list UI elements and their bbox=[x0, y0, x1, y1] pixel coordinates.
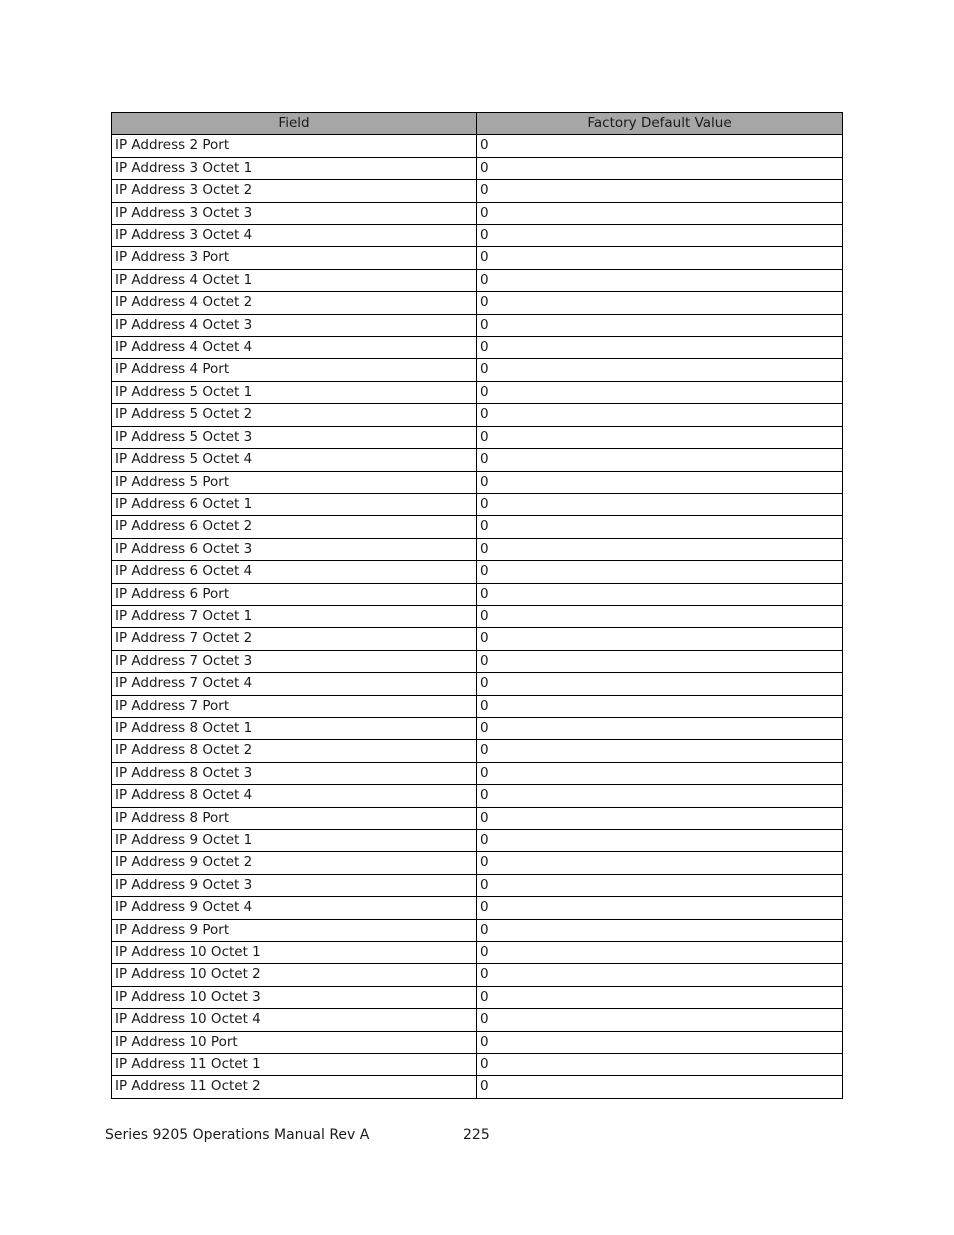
table-row bbox=[112, 269, 843, 291]
default-value-cell: 0 bbox=[477, 628, 843, 650]
table-row bbox=[112, 695, 843, 717]
default-value-cell: 0 bbox=[477, 135, 843, 157]
table-row bbox=[112, 292, 843, 314]
table-row bbox=[112, 516, 843, 538]
field-cell: IP Address 4 Octet 4 bbox=[112, 337, 477, 359]
default-value-cell: 0 bbox=[477, 493, 843, 515]
field-cell: IP Address 5 Octet 3 bbox=[112, 426, 477, 448]
default-value-cell: 0 bbox=[477, 852, 843, 874]
field-cell: IP Address 10 Port bbox=[112, 1031, 477, 1053]
column-header-default-value: Factory Default Value bbox=[477, 113, 843, 135]
table-row bbox=[112, 1009, 843, 1031]
default-value-cell: 0 bbox=[477, 1031, 843, 1053]
table-row bbox=[112, 717, 843, 739]
default-value-cell: 0 bbox=[477, 337, 843, 359]
field-cell: IP Address 10 Octet 3 bbox=[112, 986, 477, 1008]
field-cell: IP Address 10 Octet 2 bbox=[112, 964, 477, 986]
field-cell: IP Address 3 Octet 4 bbox=[112, 225, 477, 247]
field-cell: IP Address 7 Octet 3 bbox=[112, 650, 477, 672]
field-cell: IP Address 11 Octet 2 bbox=[112, 1076, 477, 1098]
table-row bbox=[112, 449, 843, 471]
table-row bbox=[112, 426, 843, 448]
field-cell: IP Address 9 Octet 1 bbox=[112, 830, 477, 852]
table-row bbox=[112, 583, 843, 605]
default-value-cell: 0 bbox=[477, 202, 843, 224]
field-cell: IP Address 11 Octet 1 bbox=[112, 1054, 477, 1076]
field-cell: IP Address 7 Port bbox=[112, 695, 477, 717]
default-value-cell: 0 bbox=[477, 807, 843, 829]
table-row bbox=[112, 538, 843, 560]
field-cell: IP Address 6 Octet 4 bbox=[112, 561, 477, 583]
default-value-cell: 0 bbox=[477, 1054, 843, 1076]
default-value-cell: 0 bbox=[477, 717, 843, 739]
field-cell: IP Address 9 Port bbox=[112, 919, 477, 941]
default-value-cell: 0 bbox=[477, 919, 843, 941]
field-cell: IP Address 3 Octet 1 bbox=[112, 157, 477, 179]
field-cell: IP Address 4 Octet 1 bbox=[112, 269, 477, 291]
field-cell: IP Address 5 Port bbox=[112, 471, 477, 493]
field-cell: IP Address 6 Octet 1 bbox=[112, 493, 477, 515]
table-row bbox=[112, 157, 843, 179]
default-value-cell: 0 bbox=[477, 180, 843, 202]
footer-page-number: 225 bbox=[463, 1127, 490, 1143]
default-value-cell: 0 bbox=[477, 404, 843, 426]
column-header-field: Field bbox=[112, 113, 477, 135]
table-row bbox=[112, 202, 843, 224]
field-cell: IP Address 10 Octet 1 bbox=[112, 942, 477, 964]
table-header-row bbox=[112, 113, 843, 135]
default-value-cell: 0 bbox=[477, 740, 843, 762]
default-value-cell: 0 bbox=[477, 695, 843, 717]
table-row bbox=[112, 493, 843, 515]
default-value-cell: 0 bbox=[477, 247, 843, 269]
table-row bbox=[112, 942, 843, 964]
table-row bbox=[112, 225, 843, 247]
field-cell: IP Address 6 Port bbox=[112, 583, 477, 605]
default-value-cell: 0 bbox=[477, 964, 843, 986]
field-cell: IP Address 5 Octet 4 bbox=[112, 449, 477, 471]
table-row bbox=[112, 247, 843, 269]
field-cell: IP Address 8 Octet 2 bbox=[112, 740, 477, 762]
default-value-cell: 0 bbox=[477, 225, 843, 247]
default-value-cell: 0 bbox=[477, 449, 843, 471]
default-value-cell: 0 bbox=[477, 942, 843, 964]
field-cell: IP Address 4 Octet 2 bbox=[112, 292, 477, 314]
table-row bbox=[112, 964, 843, 986]
table-row bbox=[112, 1076, 843, 1098]
field-cell: IP Address 4 Octet 3 bbox=[112, 314, 477, 336]
default-value-cell: 0 bbox=[477, 359, 843, 381]
field-cell: IP Address 8 Octet 1 bbox=[112, 717, 477, 739]
table-row bbox=[112, 180, 843, 202]
field-cell: IP Address 7 Octet 2 bbox=[112, 628, 477, 650]
factory-defaults-table bbox=[111, 112, 843, 1099]
table-row bbox=[112, 1031, 843, 1053]
default-value-cell: 0 bbox=[477, 538, 843, 560]
table-body bbox=[112, 135, 843, 1098]
default-value-cell: 0 bbox=[477, 650, 843, 672]
table-row bbox=[112, 404, 843, 426]
table-row bbox=[112, 807, 843, 829]
default-value-cell: 0 bbox=[477, 830, 843, 852]
table-row bbox=[112, 762, 843, 784]
field-cell: IP Address 5 Octet 2 bbox=[112, 404, 477, 426]
default-value-cell: 0 bbox=[477, 986, 843, 1008]
default-value-cell: 0 bbox=[477, 292, 843, 314]
table-row bbox=[112, 314, 843, 336]
table-row bbox=[112, 874, 843, 896]
table-row bbox=[112, 1054, 843, 1076]
default-value-cell: 0 bbox=[477, 269, 843, 291]
table-row bbox=[112, 919, 843, 941]
field-cell: IP Address 7 Octet 4 bbox=[112, 673, 477, 695]
field-cell: IP Address 3 Octet 3 bbox=[112, 202, 477, 224]
table-row bbox=[112, 337, 843, 359]
field-cell: IP Address 8 Octet 4 bbox=[112, 785, 477, 807]
field-cell: IP Address 5 Octet 1 bbox=[112, 381, 477, 403]
default-value-cell: 0 bbox=[477, 897, 843, 919]
default-value-cell: 0 bbox=[477, 516, 843, 538]
default-value-cell: 0 bbox=[477, 157, 843, 179]
default-value-cell: 0 bbox=[477, 874, 843, 896]
table-row bbox=[112, 986, 843, 1008]
default-value-cell: 0 bbox=[477, 605, 843, 627]
field-cell: IP Address 3 Octet 2 bbox=[112, 180, 477, 202]
table-row bbox=[112, 673, 843, 695]
default-value-cell: 0 bbox=[477, 785, 843, 807]
field-cell: IP Address 4 Port bbox=[112, 359, 477, 381]
table-row bbox=[112, 897, 843, 919]
default-value-cell: 0 bbox=[477, 314, 843, 336]
default-value-cell: 0 bbox=[477, 583, 843, 605]
field-cell: IP Address 3 Port bbox=[112, 247, 477, 269]
default-value-cell: 0 bbox=[477, 1009, 843, 1031]
field-cell: IP Address 6 Octet 3 bbox=[112, 538, 477, 560]
default-value-cell: 0 bbox=[477, 426, 843, 448]
table-row bbox=[112, 135, 843, 157]
default-value-cell: 0 bbox=[477, 381, 843, 403]
table-row bbox=[112, 605, 843, 627]
field-cell: IP Address 10 Octet 4 bbox=[112, 1009, 477, 1031]
table-row bbox=[112, 740, 843, 762]
table-row bbox=[112, 830, 843, 852]
table-row bbox=[112, 561, 843, 583]
table-row bbox=[112, 852, 843, 874]
default-value-cell: 0 bbox=[477, 561, 843, 583]
field-cell: IP Address 8 Port bbox=[112, 807, 477, 829]
table-row bbox=[112, 471, 843, 493]
table-row bbox=[112, 785, 843, 807]
field-cell: IP Address 8 Octet 3 bbox=[112, 762, 477, 784]
field-cell: IP Address 9 Octet 2 bbox=[112, 852, 477, 874]
field-cell: IP Address 9 Octet 3 bbox=[112, 874, 477, 896]
default-value-cell: 0 bbox=[477, 673, 843, 695]
table-row bbox=[112, 381, 843, 403]
default-value-cell: 0 bbox=[477, 471, 843, 493]
default-value-cell: 0 bbox=[477, 762, 843, 784]
field-cell: IP Address 2 Port bbox=[112, 135, 477, 157]
default-value-cell: 0 bbox=[477, 1076, 843, 1098]
field-cell: IP Address 7 Octet 1 bbox=[112, 605, 477, 627]
table-row bbox=[112, 359, 843, 381]
field-cell: IP Address 9 Octet 4 bbox=[112, 897, 477, 919]
field-cell: IP Address 6 Octet 2 bbox=[112, 516, 477, 538]
table-row bbox=[112, 628, 843, 650]
table-row bbox=[112, 650, 843, 672]
footer-document-title: Series 9205 Operations Manual Rev A bbox=[105, 1127, 370, 1143]
